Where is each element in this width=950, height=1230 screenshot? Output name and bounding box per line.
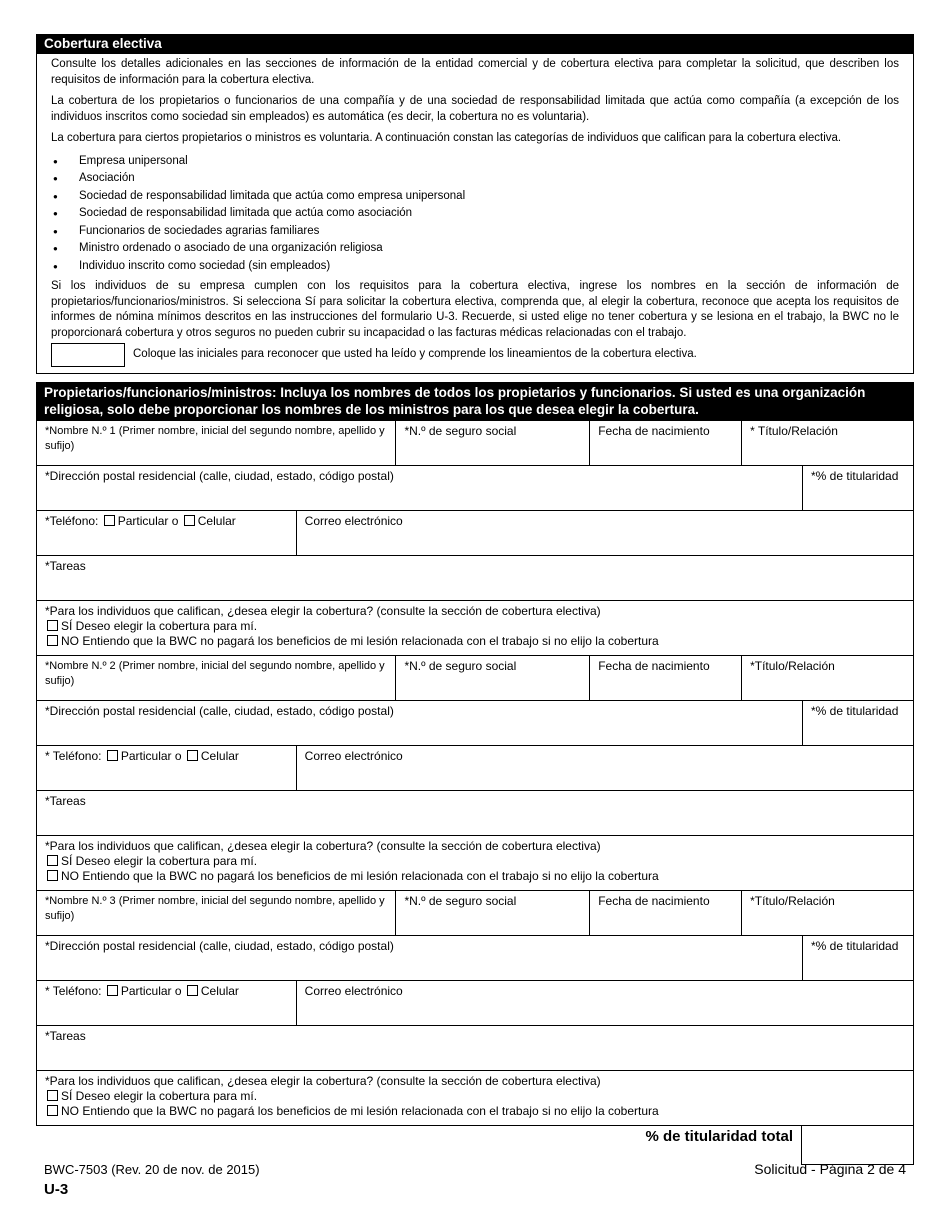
owners-table bbox=[36, 420, 914, 1126]
email-field[interactable] bbox=[296, 981, 913, 1026]
address-label: *Dirección postal residencial (calle, ciudad, estado, código postal) bbox=[45, 469, 394, 483]
ownership-field[interactable] bbox=[803, 701, 914, 746]
elect-yes-checkbox[interactable] bbox=[47, 855, 58, 866]
elect-yes-checkbox[interactable] bbox=[47, 1090, 58, 1101]
phone-field[interactable] bbox=[37, 981, 297, 1026]
elect-yes-label: SÍ Deseo elegir la cobertura para mí. bbox=[61, 854, 258, 868]
owner-3-row-address bbox=[37, 936, 914, 981]
total-ownership-label: % de titularidad total bbox=[645, 1128, 793, 1145]
ownership-label: *% de titularidad bbox=[811, 939, 899, 953]
email-label: Correo electrónico bbox=[304, 749, 403, 763]
list-item: ● Sociedad de responsabilidad limitada que actúa como asociación bbox=[51, 205, 899, 223]
elect-no-checkbox[interactable] bbox=[47, 1105, 58, 1116]
home-phone-checkbox[interactable] bbox=[104, 515, 115, 526]
name-label: *Nombre N.º 3 (Primer nombre, inicial del segundo nombre, apellido y sufijo) bbox=[45, 895, 385, 922]
list-item: ● Asociación bbox=[51, 170, 899, 188]
email-label: Correo electrónico bbox=[304, 514, 403, 528]
total-ownership-input[interactable] bbox=[801, 1126, 914, 1165]
name-field[interactable] bbox=[37, 656, 396, 701]
form-page bbox=[36, 34, 914, 1165]
elective-categories-list bbox=[51, 153, 899, 276]
owner-1-row-duties bbox=[37, 556, 914, 601]
phone-field[interactable] bbox=[37, 746, 297, 791]
home-phone-label: Particular o bbox=[120, 749, 182, 763]
email-field[interactable] bbox=[296, 746, 913, 791]
phone-field[interactable] bbox=[37, 511, 297, 556]
list-item: ● Funcionarios de sociedades agrarias familiares bbox=[51, 223, 899, 241]
phone-label: * Teléfono: bbox=[45, 984, 102, 998]
duties-label: *Tareas bbox=[45, 559, 86, 573]
ownership-label: *% de titularidad bbox=[811, 704, 899, 718]
elective-para-3: La cobertura para ciertos propietarios o ministros es voluntaria. A continuación constan las categorías de individuos que califican para la cobertura electiva. bbox=[51, 132, 842, 144]
elect-no-label: NO Entiendo que la BWC no pagará los beneficios de mi lesión relacionada con el trabajo si no elijo la cobertura bbox=[61, 1104, 659, 1118]
elective-section bbox=[36, 54, 914, 374]
title-label: *Título/Relación bbox=[750, 659, 835, 673]
address-label: *Dirección postal residencial (calle, ciudad, estado, código postal) bbox=[45, 704, 394, 718]
name-field[interactable] bbox=[37, 891, 396, 936]
elect-question: *Para los individuos que califican, ¿desea elegir la cobertura? (consulte la sección de cobertura electiva) bbox=[45, 839, 601, 853]
owner-1-row-elect bbox=[37, 601, 914, 656]
title-field[interactable] bbox=[742, 421, 914, 466]
home-phone-label: Particular o bbox=[117, 514, 179, 528]
name-field[interactable] bbox=[37, 421, 396, 466]
owner-2-row-name bbox=[37, 656, 914, 701]
elect-no-checkbox[interactable] bbox=[47, 870, 58, 881]
dob-label: Fecha de nacimiento bbox=[598, 659, 710, 673]
cell-phone-checkbox[interactable] bbox=[184, 515, 195, 526]
owners-header: Propietarios/funcionarios/ministros: Incluya los nombres de todos los propietarios y funcionarios. Si usted es una organización religiosa, solo debe proporcionar los nombres de los ministros para los que desea elegir la cobertura. bbox=[36, 382, 914, 420]
ownership-label: *% de titularidad bbox=[811, 469, 899, 483]
ownership-field[interactable] bbox=[803, 936, 914, 981]
address-field[interactable] bbox=[37, 466, 803, 511]
elect-question: *Para los individuos que califican, ¿desea elegir la cobertura? (consulte la sección de cobertura electiva) bbox=[45, 604, 601, 618]
elect-no-label: NO Entiendo que la BWC no pagará los beneficios de mi lesión relacionada con el trabajo si no elijo la cobertura bbox=[61, 869, 659, 883]
cell-phone-label: Celular bbox=[197, 514, 236, 528]
email-label: Correo electrónico bbox=[304, 984, 403, 998]
dob-field[interactable] bbox=[590, 656, 742, 701]
owner-1-row-address bbox=[37, 466, 914, 511]
name-label: *Nombre N.º 2 (Primer nombre, inicial del segundo nombre, apellido y sufijo) bbox=[45, 660, 385, 687]
name-label: *Nombre N.º 1 (Primer nombre, inicial del segundo nombre, apellido y sufijo) bbox=[45, 425, 385, 452]
list-item: ● Empresa unipersonal bbox=[51, 153, 899, 171]
owner-1-row-name bbox=[37, 421, 914, 466]
phone-label: *Teléfono: bbox=[45, 514, 99, 528]
address-label: *Dirección postal residencial (calle, ciudad, estado, código postal) bbox=[45, 939, 394, 953]
elect-coverage-field bbox=[37, 836, 914, 891]
list-item: ● Sociedad de responsabilidad limitada que actúa como empresa unipersonal bbox=[51, 188, 899, 206]
initials-input[interactable] bbox=[51, 343, 125, 367]
owner-3-row-duties bbox=[37, 1026, 914, 1071]
cell-phone-checkbox[interactable] bbox=[187, 985, 198, 996]
initials-label: Coloque las iniciales para reconocer que usted ha leído y comprende los lineamientos de la cobertura electiva. bbox=[133, 348, 697, 361]
elective-header: Cobertura electiva bbox=[36, 34, 914, 54]
elect-question: *Para los individuos que califican, ¿desea elegir la cobertura? (consulte la sección de cobertura electiva) bbox=[45, 1074, 601, 1088]
elect-yes-checkbox[interactable] bbox=[47, 620, 58, 631]
owner-2-row-address bbox=[37, 701, 914, 746]
home-phone-checkbox[interactable] bbox=[107, 985, 118, 996]
duties-label: *Tareas bbox=[45, 1029, 86, 1043]
cell-phone-label: Celular bbox=[200, 984, 239, 998]
owner-2-row-duties bbox=[37, 791, 914, 836]
phone-label: * Teléfono: bbox=[45, 749, 102, 763]
address-field[interactable] bbox=[37, 701, 803, 746]
elective-para-4: Si los individuos de su empresa cumplen con los requisitos para la cobertura electiva, ingrese los nombres en la sección de información de propietarios/funcionarios/ministros. Si selecciona Sí para solicitar la cobertura electiva, comprenda que, al elegir la cobertura, reconoce que acepta los requisitos de informes de nómina mínimos descritos en las instrucciones del formulario U-3. Recuerde, si usted elige no tener cobertura y se lesiona en el trabajo, la BWC no le proporcionará cobertura y otros seguros no pueden cubrir su incapacidad o las facturas médicas relacionadas con el trabajo. bbox=[51, 280, 899, 339]
page-label: Solicitud - Página 2 de 4 bbox=[754, 1161, 906, 1177]
elect-coverage-field bbox=[37, 601, 914, 656]
home-phone-checkbox[interactable] bbox=[107, 750, 118, 761]
elect-yes-label: SÍ Deseo elegir la cobertura para mí. bbox=[61, 619, 258, 633]
initials-row bbox=[51, 343, 899, 367]
address-field[interactable] bbox=[37, 936, 803, 981]
ssn-label: *N.º de seguro social bbox=[404, 894, 517, 908]
duties-field[interactable] bbox=[37, 556, 914, 601]
ssn-label: *N.º de seguro social bbox=[404, 659, 517, 673]
title-field[interactable] bbox=[742, 656, 914, 701]
email-field[interactable] bbox=[296, 511, 913, 556]
owner-2-row-phone bbox=[37, 746, 914, 791]
dob-label: Fecha de nacimiento bbox=[598, 424, 710, 438]
list-item: ● Ministro ordenado o asociado de una organización religiosa bbox=[51, 240, 899, 258]
ownership-field[interactable] bbox=[803, 466, 914, 511]
form-code: U-3 bbox=[44, 1181, 69, 1198]
ssn-field[interactable] bbox=[396, 421, 590, 466]
list-item: ● Individuo inscrito como sociedad (sin empleados) bbox=[51, 258, 899, 276]
owner-3-row-elect bbox=[37, 1071, 914, 1126]
home-phone-label: Particular o bbox=[120, 984, 182, 998]
elective-para-2: La cobertura de los propietarios o funcionarios de una compañía y de una sociedad de responsabilidad limitada que actúa como compañía (a excepción de los individuos inscritos como sociedad sin empleados) es automática (es decir, la cobertura no es voluntaria). bbox=[51, 95, 899, 123]
title-label: *Título/Relación bbox=[750, 894, 835, 908]
dob-field[interactable] bbox=[590, 891, 742, 936]
owner-1-row-phone bbox=[37, 511, 914, 556]
ssn-field[interactable] bbox=[396, 891, 590, 936]
elective-para-1: Consulte los detalles adicionales en las secciones de información de la entidad comercial y de cobertura electiva para completar la solicitud, que describen los requisitos de información para la cobertura electiva. bbox=[51, 58, 899, 86]
owner-3-row-phone bbox=[37, 981, 914, 1026]
cell-phone-checkbox[interactable] bbox=[187, 750, 198, 761]
dob-label: Fecha de nacimiento bbox=[598, 894, 710, 908]
owner-2-row-elect bbox=[37, 836, 914, 891]
elect-no-label: NO Entiendo que la BWC no pagará los beneficios de mi lesión relacionada con el trabajo si no elijo la cobertura bbox=[61, 634, 659, 648]
cell-phone-label: Celular bbox=[200, 749, 239, 763]
dob-field[interactable] bbox=[590, 421, 742, 466]
title-field[interactable] bbox=[742, 891, 914, 936]
duties-field[interactable] bbox=[37, 791, 914, 836]
title-label: * Título/Relación bbox=[750, 424, 838, 438]
ssn-field[interactable] bbox=[396, 656, 590, 701]
duties-label: *Tareas bbox=[45, 794, 86, 808]
elect-coverage-field bbox=[37, 1071, 914, 1126]
footer-left bbox=[44, 1160, 260, 1200]
ssn-label: *N.º de seguro social bbox=[404, 424, 517, 438]
elect-yes-label: SÍ Deseo elegir la cobertura para mí. bbox=[61, 1089, 258, 1103]
elect-no-checkbox[interactable] bbox=[47, 635, 58, 646]
form-id: BWC-7503 (Rev. 20 de nov. de 2015) bbox=[44, 1162, 260, 1177]
duties-field[interactable] bbox=[37, 1026, 914, 1071]
owner-3-row-name bbox=[37, 891, 914, 936]
